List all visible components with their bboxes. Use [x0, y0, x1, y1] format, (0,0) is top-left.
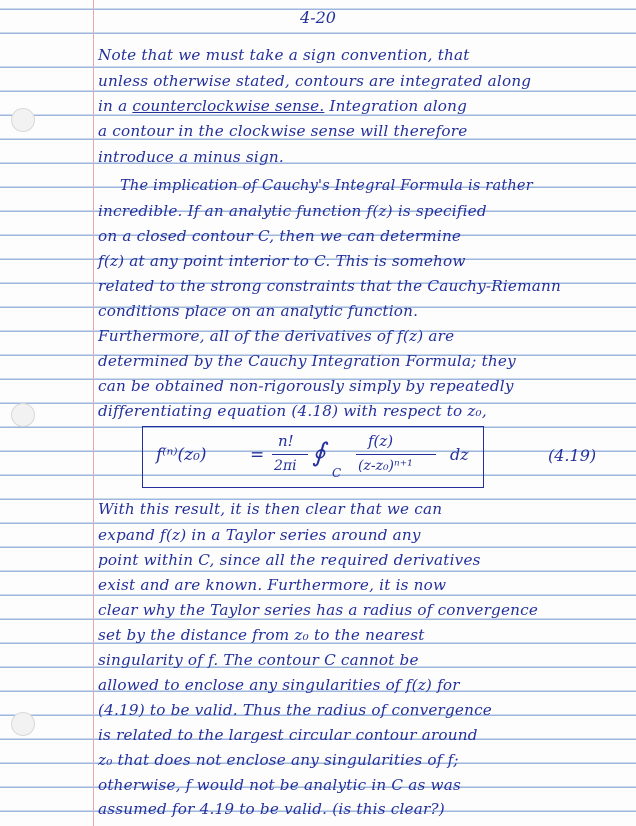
text-line: The implication of Cauchy's Integral Formula is rather [120, 176, 533, 194]
binder-hole-top [11, 108, 35, 132]
equation-numerator-1: n! [278, 432, 294, 450]
text-line: f(z) at any point interior to C. This is somehow [98, 252, 466, 270]
equation-lhs: f⁽ⁿ⁾(z₀) [156, 445, 207, 465]
underlined-text: counterclockwise sense. [132, 97, 325, 115]
text-line: clear why the Taylor series has a radius of convergence [98, 601, 539, 619]
contour-subscript: C [332, 466, 342, 480]
text-line: z₀ that does not enclose any singularities of f; [98, 751, 459, 769]
equation-denominator-2: (z-z₀)ⁿ⁺¹ [358, 458, 413, 474]
text-line: differentiating equation (4.18) with respect to z₀, [98, 402, 487, 420]
equation-number: (4.19) [548, 446, 597, 465]
contour-integral-symbol: ∮ [312, 438, 326, 468]
page-number: 4-20 [300, 8, 336, 27]
text-line: exist and are known. Furthermore, it is now [98, 576, 447, 594]
text-line: related to the strong constraints that the Cauchy-Riemann [98, 277, 561, 295]
text-line: a contour in the clockwise sense will therefore [98, 122, 468, 140]
margin-line [93, 0, 94, 826]
text-line: unless otherwise stated, contours are integrated along [98, 72, 532, 90]
text-line: is related to the largest circular contour around [98, 726, 478, 744]
equation-numerator-2: f(z) [368, 432, 394, 450]
fraction-bar-2 [356, 454, 436, 455]
text-line: expand f(z) in a Taylor series around any [98, 526, 421, 544]
text-line: can be obtained non-rigorously simply by repeatedly [98, 377, 514, 395]
text-fragment: in a [98, 97, 128, 115]
text-line-composite [98, 97, 628, 115]
text-fragment: Integration along [329, 97, 468, 115]
binder-hole-middle [11, 403, 35, 427]
text-line: Furthermore, all of the derivatives of f(z) are [98, 327, 455, 345]
text-line: assumed for 4.19 to be valid. (is this clear?) [98, 800, 445, 818]
equation-equals: = [250, 445, 265, 465]
text-line: (4.19) to be valid. Thus the radius of convergence [98, 701, 492, 719]
text-line: incredible. If an analytic function f(z) is specified [98, 202, 487, 220]
text-line: With this result, it is then clear that we can [98, 500, 443, 518]
text-line: introduce a minus sign. [98, 148, 284, 166]
text-line: singularity of f. The contour C cannot be [98, 651, 419, 669]
fraction-bar-1 [272, 454, 308, 455]
text-line: point within C, since all the required derivatives [98, 551, 481, 569]
equation-differential: dz [450, 445, 469, 464]
text-line: otherwise, f would not be analytic in C as was [98, 776, 462, 794]
text-line: on a closed contour C, then we can determine [98, 227, 462, 245]
equation-denominator-1: 2πi [274, 458, 297, 474]
text-line: Note that we must take a sign convention, that [98, 46, 470, 64]
text-line: allowed to enclose any singularities of f(z) for [98, 676, 460, 694]
text-line: set by the distance from z₀ to the nearest [98, 626, 425, 644]
equation [150, 432, 480, 482]
text-line: conditions place on an analytic function. [98, 302, 419, 320]
text-line: determined by the Cauchy Integration Formula; they [98, 352, 516, 370]
binder-hole-bottom [11, 712, 35, 736]
